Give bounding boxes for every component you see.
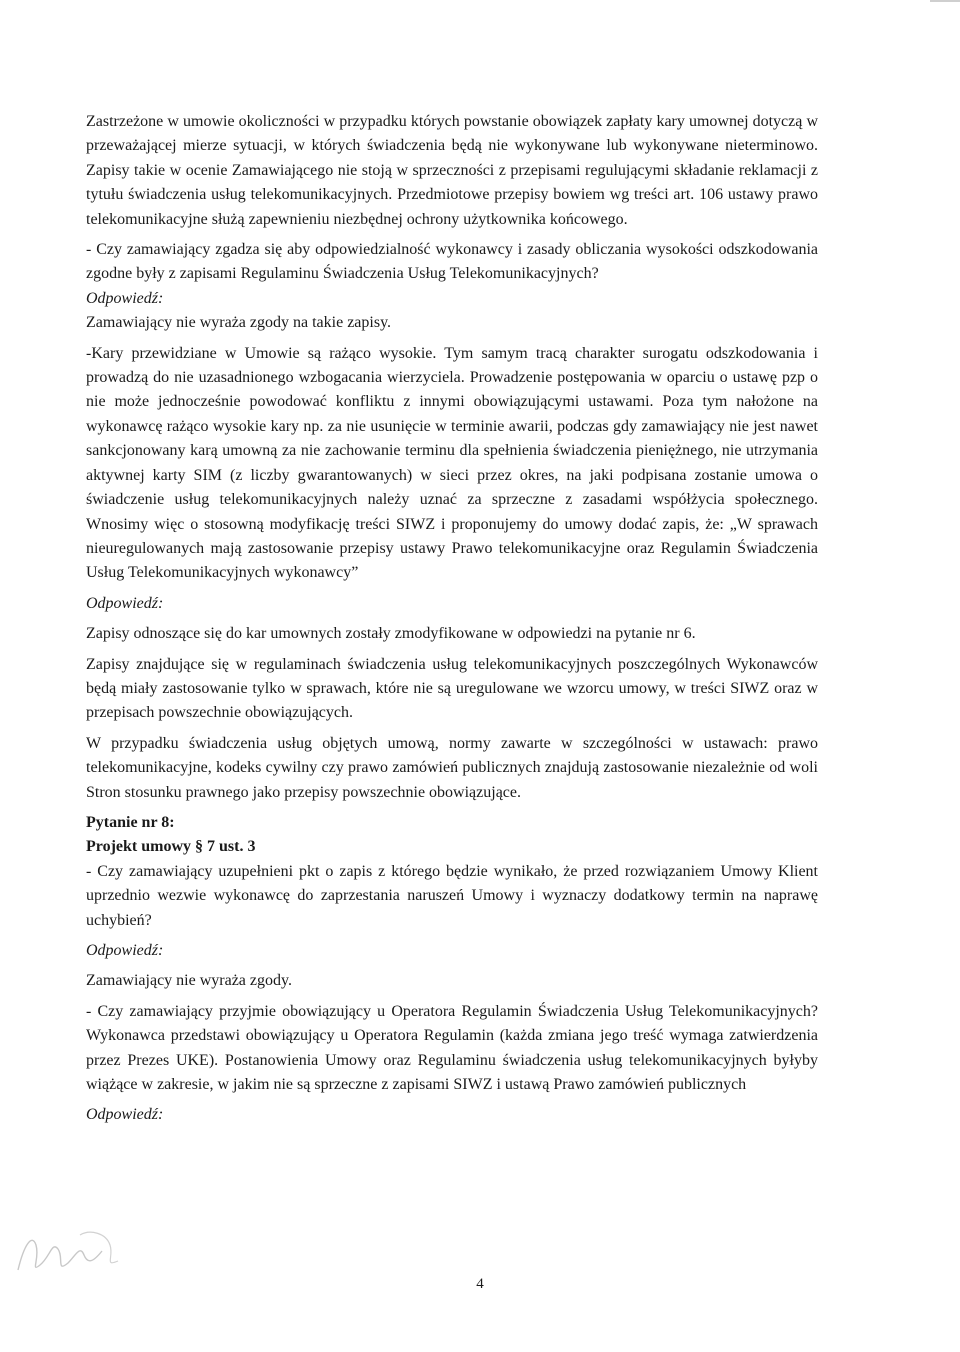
- answer-heading: Odpowiedź:: [86, 1106, 164, 1124]
- paragraph-question-operator-regulations: - Czy zamawiający przyjmie obowiązujący u Operatora Regulamin Świadczenia Usług Telekomunikacyjnych? Wykonawca przedstawi obowiązujący u Operatora Regulamin (każda zmiana jego treść wymaga zatwierdzenia przez Prezes UKE). Postanowienia Umowy oraz Regulaminu świadczenia usług telekomunikacyjnych byłyby wiążące w zakresie, w jakim nie są sprzeczne z zapisami SIWZ i ustawą Prawo zamówień publicznych: [86, 1002, 818, 1094]
- handwritten-initials-mark: [10, 1215, 130, 1285]
- paragraph-question-liability: - Czy zamawiający zgadza się aby odpowiedzialność wykonawcy i zasady obliczania wysokości odszkodowania zgodne były z zapisami Regulaminu Świadczenia Usług Telekomunikacyjnych?: [86, 241, 818, 283]
- answer-heading: Odpowiedź:: [86, 942, 164, 959]
- paragraph-1: Zastrzeżone w umowie okoliczności w przypadku których powstanie obowiązek zapłaty kary umownej dotyczą w przeważającej mierze sytuacji, w których świadczenia będą nie wykonywane lub wykonywane nieterminowo. Zapisy takie w ocenie Zamawiającego nie stoją w sprzeczności z przepisami regulującymi składanie reklamacji z tytułu świadczenia usług telekomunikacyjnych. Przedmiotowe przepisy bowiem wg treści art. 106 ustawy prawo telekomunikacyjne służą zapewnieniu niezbędnej ochrony użytkownika końcowego.: [86, 113, 818, 228]
- contract-section-heading: Projekt umowy § 7 ust. 3: [86, 838, 256, 856]
- top-edge-mark: [930, 0, 960, 2]
- answer-text: Zamawiający nie wyraża zgody na takie zapisy.: [86, 314, 392, 332]
- question-heading: Pytanie nr 8:: [86, 813, 175, 831]
- paragraph-regulations: Zapisy znajdujące się w regulaminach świadczenia usług telekomunikacyjnych poszczególnych Wykonawców będą miały zastosowanie tylko w sprawach, które nie są uregulowane we wzorcu umowy, w treści SIWZ oraz w przepisach powszechnie obowiązujących.: [86, 655, 818, 722]
- answer-text: Zamawiający nie wyraża zgody.: [86, 972, 292, 990]
- answer-heading: Odpowiedź:: [86, 594, 164, 612]
- paragraph-penalties: -Kary przewidziane w Umowie są rażąco wysokie. Tym samym tracą charakter surogatu odszkodowania i prowadzą do nie uzasadnionego wzbogacania wierzyciela. Prowadzenie postępowania w oparciu o ustawę pzp o nie może jednocześnie powodować konfliktu z innymi obowiązującymi ustawami. Poza tym nałożone na wykonawcę rażąco wysokie kary np. za nie usunięcie w terminie awarii, podczas gdy zamawiający nie jest nawet sankcjonowany karą umowną za nie zachowanie terminu dla spełnienia świadczenia pieniężnego, nie utrzymania aktywnej karty SIM (z liczby gwarantowanych) w sieci przez okres, na jaki podpisana zostanie umowa o świadczenie usług telekomunikacyjnych należy uznać za sprzeczne z zasadami współżycia społecznego. Wnosimy więc o stosowną modyfikację treści SIWZ i proponujemy do umowy dodać zapis, że: „W sprawach nieuregulowanych mają zastosowanie przepisy ustawy Prawo telekomunikacyjne oraz Regulamin Świadczenia Usług Telekomunikacyjnych wykonawcy”: [86, 344, 818, 582]
- answer-text: Zapisy odnoszące się do kar umownych zostały zmodyfikowane w odpowiedzi na pytanie nr 6.: [86, 625, 696, 643]
- page-number: 4: [476, 1276, 484, 1292]
- paragraph-question-termination: - Czy zamawiający uzupełnieni pkt o zapis z którego będzie wynikało, że przed rozwiązaniem Umowy Klient uprzednio wezwie wykonawcę do zaprzestania naruszeń Umowy i wyznaczy dodatkowy termin na naprawę uchybień?: [86, 862, 818, 929]
- answer-heading: Odpowiedź:: [86, 289, 164, 307]
- document-body: [86, 110, 818, 1128]
- paragraph-statutes: W przypadku świadczenia usług objętych umową, normy zawarte w szczególności w ustawach: prawo telekomunikacyjne, kodeks cywilny czy prawo zamówień publicznych znajdują zastosowanie niezależnie od woli Stron stosunku prawnego jako przepisy powszechnie obowiązujące.: [86, 734, 818, 801]
